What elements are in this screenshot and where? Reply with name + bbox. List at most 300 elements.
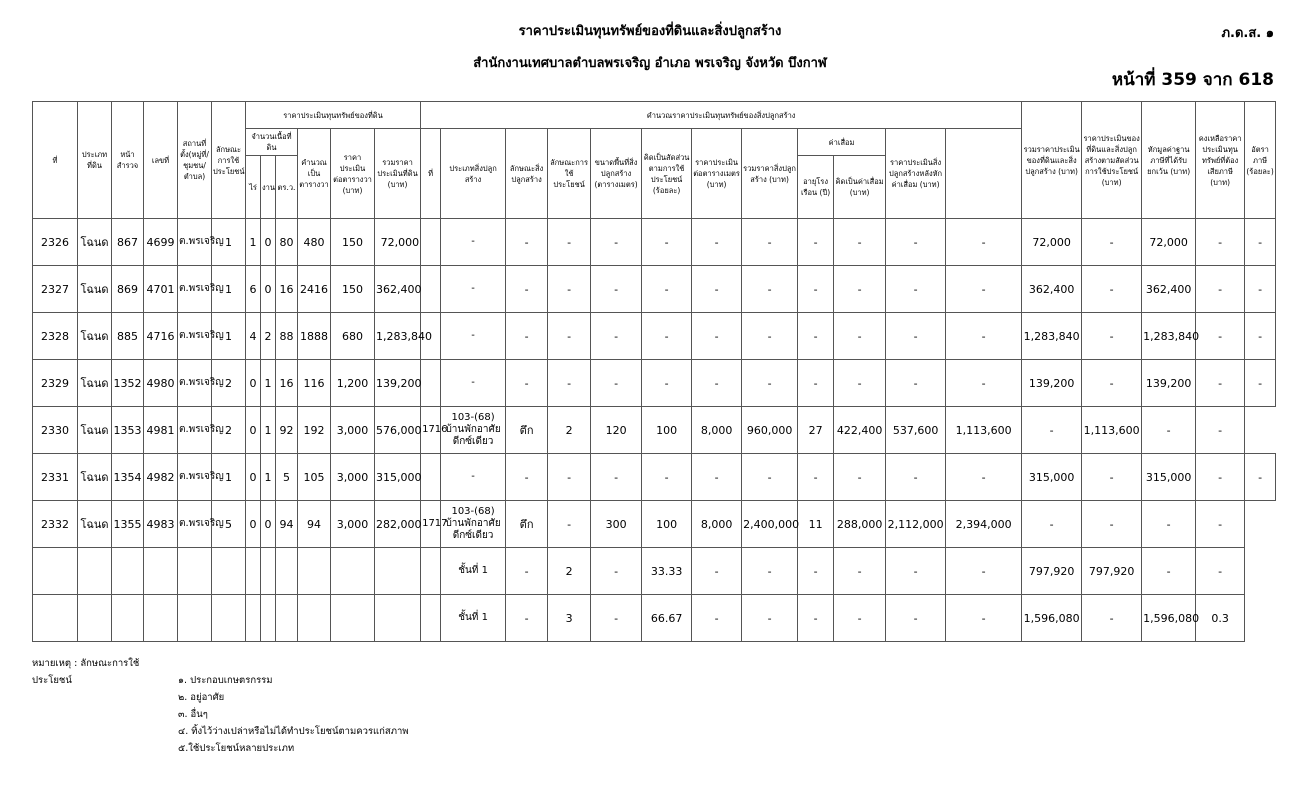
table-cell: -	[441, 219, 506, 266]
header-building-dep: คิดเป็นค่าเสื่อม (บาท)	[834, 156, 886, 219]
table-cell: 2	[212, 407, 246, 454]
table-cell	[144, 595, 178, 642]
notes-section	[32, 655, 409, 757]
table-cell: -	[886, 219, 946, 266]
table-cell: -	[798, 313, 834, 360]
table-cell: -	[742, 548, 798, 595]
table-cell	[298, 548, 331, 595]
table-cell: 362,400	[375, 266, 421, 313]
table-row	[33, 219, 1276, 266]
table-cell: โฉนด	[78, 454, 112, 501]
table-cell: -	[1196, 313, 1245, 360]
table-cell: -	[1245, 454, 1276, 501]
table-cell: -	[946, 360, 1022, 407]
note-item: ๒. อยู่อาศัย	[178, 692, 225, 703]
table-cell: 960,000	[742, 407, 798, 454]
table-cell: -	[441, 266, 506, 313]
table-cell: 2332	[33, 501, 78, 548]
table-cell: -	[834, 313, 886, 360]
table-cell: 1,283,840	[1142, 313, 1196, 360]
table-cell: 1	[212, 266, 246, 313]
table-cell: 16	[276, 360, 298, 407]
table-row	[33, 595, 1276, 642]
table-cell: -	[834, 266, 886, 313]
header-price-per-wa: ราคาประเมินต่อตารางวา (บาท)	[331, 129, 375, 219]
table-cell	[112, 548, 144, 595]
table-cell: -	[1245, 266, 1276, 313]
table-cell: 150	[331, 219, 375, 266]
table-cell: 3,000	[331, 454, 375, 501]
table-cell: 1,113,600	[1082, 407, 1142, 454]
table-cell: -	[591, 595, 642, 642]
table-cell: 8,000	[692, 407, 742, 454]
table-cell: -	[506, 313, 548, 360]
table-cell: -	[692, 266, 742, 313]
table-cell: -	[441, 360, 506, 407]
table-cell: 315,000	[375, 454, 421, 501]
table-cell: 1	[261, 407, 276, 454]
table-cell	[246, 595, 261, 642]
table-cell: 2	[212, 360, 246, 407]
table-cell: 2	[548, 407, 591, 454]
table-cell: -	[506, 548, 548, 595]
table-cell: -	[742, 360, 798, 407]
table-cell: -	[742, 219, 798, 266]
table-cell: -	[742, 595, 798, 642]
table-cell: -	[591, 454, 642, 501]
table-cell: 1,283,840	[375, 313, 421, 360]
table-cell	[261, 595, 276, 642]
table-row	[33, 313, 1276, 360]
table-cell: 315,000	[1142, 454, 1196, 501]
table-cell: 120	[591, 407, 642, 454]
table-cell: 1352	[112, 360, 144, 407]
table-cell: 885	[112, 313, 144, 360]
header-wa: ตร.ว.	[276, 156, 298, 219]
table-row	[33, 454, 1276, 501]
table-row	[33, 266, 1276, 313]
table-cell: -	[591, 360, 642, 407]
table-cell: 4	[246, 313, 261, 360]
table-cell: -	[591, 548, 642, 595]
table-cell: ตึก	[506, 501, 548, 548]
header-group-depreciation: ค่าเสื่อม	[798, 129, 886, 156]
table-cell: 72,000	[1142, 219, 1196, 266]
table-cell: -	[642, 360, 692, 407]
table-cell: -	[692, 548, 742, 595]
table-cell	[261, 548, 276, 595]
table-cell: -	[1196, 454, 1245, 501]
table-cell: -	[1196, 360, 1245, 407]
table-cell: -	[946, 266, 1022, 313]
table-cell: -	[692, 313, 742, 360]
table-cell: 139,200	[1022, 360, 1082, 407]
table-cell: -	[798, 219, 834, 266]
table-cell: -	[798, 360, 834, 407]
table-cell: 1	[261, 454, 276, 501]
table-cell: 1355	[112, 501, 144, 548]
table-cell: -	[834, 454, 886, 501]
table-cell	[78, 595, 112, 642]
table-cell: ต.พรเจริญ	[178, 454, 212, 501]
table-cell: -	[1082, 454, 1142, 501]
table-cell	[276, 548, 298, 595]
header-taxable: คงเหลือราคาประเมินทุนทรัพย์ที่ต้องเสียภาษี (บาท)	[1196, 102, 1245, 219]
header-building-price-sqm: ราคาประเมินต่อตารางเมตร (บาท)	[692, 129, 742, 219]
table-cell	[144, 548, 178, 595]
table-cell: 0	[246, 454, 261, 501]
table-cell: 2	[261, 313, 276, 360]
table-cell: 315,000	[1022, 454, 1082, 501]
table-cell: 1	[212, 313, 246, 360]
table-cell: 4701	[144, 266, 178, 313]
table-cell: -	[506, 595, 548, 642]
table-cell	[246, 548, 261, 595]
table-cell: 300	[591, 501, 642, 548]
table-cell: -	[642, 266, 692, 313]
table-cell: -	[1142, 548, 1196, 595]
table-cell	[375, 548, 421, 595]
table-cell	[421, 219, 441, 266]
header-no: ที่	[33, 102, 78, 219]
table-cell: 16	[276, 266, 298, 313]
table-cell: 150	[331, 266, 375, 313]
table-cell: -	[548, 454, 591, 501]
table-cell: 192	[298, 407, 331, 454]
header-grand-total: รวมราคาประเมินของที่ดินและสิ่งปลูกสร้าง (บาท)	[1022, 102, 1082, 219]
table-cell: 66.67	[642, 595, 692, 642]
header-building-area: ขนาดพื้นที่สิ่งปลูกสร้าง (ตารางเมตร)	[591, 129, 642, 219]
table-cell: 3,000	[331, 407, 375, 454]
table-cell: -	[1022, 501, 1082, 548]
table-cell	[421, 595, 441, 642]
table-cell: -	[742, 313, 798, 360]
table-cell: 139,200	[1142, 360, 1196, 407]
table-cell: -	[1142, 501, 1196, 548]
table-cell: 576,000	[375, 407, 421, 454]
table-row	[33, 360, 1276, 407]
form-code: ภ.ด.ส. ๑	[1221, 26, 1274, 41]
table-cell: 1888	[298, 313, 331, 360]
table-cell: 100	[642, 501, 692, 548]
note-item: ๕.ใช้ประโยชน์หลายประเภท	[178, 743, 295, 754]
table-cell: -	[591, 219, 642, 266]
table-cell: 4716	[144, 313, 178, 360]
table-cell	[33, 548, 78, 595]
table-cell: 2,112,000	[886, 501, 946, 548]
table-cell: 288,000	[834, 501, 886, 548]
table-cell: -	[798, 266, 834, 313]
table-cell: 1353	[112, 407, 144, 454]
table-cell: -	[798, 548, 834, 595]
table-cell: ต.พรเจริญ	[178, 219, 212, 266]
table-cell: -	[548, 266, 591, 313]
table-cell: -	[834, 360, 886, 407]
table-cell: 1,283,840	[1022, 313, 1082, 360]
table-cell: -	[886, 454, 946, 501]
header-rai: ไร่	[246, 156, 261, 219]
table-cell: ตึก	[506, 407, 548, 454]
table-cell: โฉนด	[78, 313, 112, 360]
table-cell	[78, 548, 112, 595]
table-cell: -	[946, 548, 1022, 595]
header-building-char: ลักษณะสิ่งปลูกสร้าง	[506, 129, 548, 219]
header-doc-no: เลขที่	[144, 102, 178, 219]
table-cell: 0	[246, 407, 261, 454]
table-cell: 1	[212, 219, 246, 266]
table-cell: 0	[246, 360, 261, 407]
table-cell	[331, 595, 375, 642]
table-cell: 100	[642, 407, 692, 454]
table-cell: -	[1082, 313, 1142, 360]
table-cell: -	[1196, 266, 1245, 313]
table-cell: -	[1082, 595, 1142, 642]
table-cell: 0	[261, 219, 276, 266]
note-item: ๑. ประกอบเกษตรกรรม	[178, 675, 273, 686]
table-cell: 103-(68) บ้านพักอาศัยดีกซ์เดียว	[441, 501, 506, 548]
table-cell: 0	[246, 501, 261, 548]
header-ngan: งาน	[261, 156, 276, 219]
header-tax-rate: อัตราภาษี (ร้อยละ)	[1245, 102, 1276, 219]
table-cell: -	[946, 595, 1022, 642]
table-cell: -	[591, 266, 642, 313]
table-cell: -	[692, 595, 742, 642]
table-cell	[212, 548, 246, 595]
table-cell: ชั้นที่ 1	[441, 595, 506, 642]
table-cell: -	[946, 219, 1022, 266]
table-cell: ต.พรเจริญ	[178, 266, 212, 313]
header-building-no: ที่	[421, 129, 441, 219]
table-cell	[421, 266, 441, 313]
table-cell: ต.พรเจริญ	[178, 501, 212, 548]
table-cell: -	[642, 313, 692, 360]
table-cell	[178, 595, 212, 642]
header-exempt: หักมูลค่าฐานภาษีที่ได้รับยกเว้น (บาท)	[1142, 102, 1196, 219]
table-cell: 4983	[144, 501, 178, 548]
table-cell: 4982	[144, 454, 178, 501]
table-cell: -	[441, 454, 506, 501]
table-cell: 869	[112, 266, 144, 313]
table-cell: -	[886, 313, 946, 360]
table-cell: 72,000	[1022, 219, 1082, 266]
table-cell: 1	[212, 454, 246, 501]
table-cell: -	[506, 360, 548, 407]
table-cell: -	[742, 454, 798, 501]
table-cell: 1354	[112, 454, 144, 501]
page-indicator: หน้าที่ 359 จาก 618	[1111, 70, 1274, 90]
table-cell: 94	[276, 501, 298, 548]
header-group-area: จำนวนเนื้อที่ดิน	[246, 129, 298, 156]
table-row	[33, 407, 1276, 454]
table-cell: -	[1082, 266, 1142, 313]
table-row	[33, 548, 1276, 595]
table-cell: 1,200	[331, 360, 375, 407]
assessment-table	[32, 101, 1276, 642]
table-cell: 0.3	[1196, 595, 1245, 642]
table-cell: 94	[298, 501, 331, 548]
table-cell: 1,596,080	[1022, 595, 1082, 642]
table-cell: 4980	[144, 360, 178, 407]
table-cell: -	[1142, 407, 1196, 454]
table-cell: -	[798, 454, 834, 501]
note-item: ๓. อื่นๆ	[178, 709, 208, 720]
table-row	[33, 501, 1276, 548]
table-cell: 8,000	[692, 501, 742, 548]
office-subtitle: สำนักงานเทศบาลตำบลพรเจริญ อำเภอ พรเจริญ จังหวัด บึงกาฬ	[473, 56, 827, 71]
table-cell: 80	[276, 219, 298, 266]
table-cell: 282,000	[375, 501, 421, 548]
table-cell: 4699	[144, 219, 178, 266]
header-sq-wa: คำนวณเป็นตารางวา	[298, 129, 331, 219]
document-title: ราคาประเมินทุนทรัพย์ของที่ดินและสิ่งปลูกสร้าง	[518, 24, 782, 39]
table-cell: 0	[261, 266, 276, 313]
table-cell: 4981	[144, 407, 178, 454]
table-cell: 362,400	[1022, 266, 1082, 313]
table-cell	[33, 595, 78, 642]
table-cell: โฉนด	[78, 501, 112, 548]
table-cell: -	[1196, 407, 1245, 454]
table-cell: -	[886, 266, 946, 313]
table-cell	[112, 595, 144, 642]
table-cell: 1,596,080	[1142, 595, 1196, 642]
table-cell: -	[1022, 407, 1082, 454]
table-cell: 2416	[298, 266, 331, 313]
table-cell: 105	[298, 454, 331, 501]
table-cell: 797,920	[1022, 548, 1082, 595]
table-cell: -	[1082, 501, 1142, 548]
table-cell: 3,000	[331, 501, 375, 548]
table-cell: 0	[261, 501, 276, 548]
table-cell	[375, 595, 421, 642]
table-cell: 480	[298, 219, 331, 266]
table-cell: 103-(68) บ้านพักอาศัยดีกซ์เดียว	[441, 407, 506, 454]
table-cell: 2329	[33, 360, 78, 407]
table-cell: -	[506, 219, 548, 266]
table-cell: 2,394,000	[946, 501, 1022, 548]
table-cell: 92	[276, 407, 298, 454]
table-cell	[421, 454, 441, 501]
table-cell: -	[1245, 219, 1276, 266]
table-cell: 5	[276, 454, 298, 501]
header-building-total: รวมราคาสิ่งปลูกสร้าง (บาท)	[742, 129, 798, 219]
header-building-usage: ลักษณะการใช้ประโยชน์	[548, 129, 591, 219]
table-cell: -	[548, 313, 591, 360]
table-cell: 33.33	[642, 548, 692, 595]
table-cell: -	[506, 266, 548, 313]
table-cell	[421, 548, 441, 595]
table-cell: -	[834, 548, 886, 595]
table-cell: -	[886, 595, 946, 642]
table-cell: 2330	[33, 407, 78, 454]
table-cell: 1	[246, 219, 261, 266]
table-cell: -	[692, 219, 742, 266]
header-usage: ลักษณะการใช้ประโยชน์	[212, 102, 246, 219]
table-cell: -	[834, 595, 886, 642]
table-cell: -	[798, 595, 834, 642]
table-cell	[178, 548, 212, 595]
table-cell: -	[946, 454, 1022, 501]
header-group-land: ราคาประเมินทุนทรัพย์ของที่ดิน	[246, 102, 421, 129]
table-cell: -	[1082, 219, 1142, 266]
notes-label: หมายเหตุ : ลักษณะการใช้ประโยชน์	[32, 658, 140, 686]
table-cell: 1	[261, 360, 276, 407]
table-cell: โฉนด	[78, 219, 112, 266]
table-cell: 3	[548, 595, 591, 642]
table-cell: -	[591, 313, 642, 360]
note-item: ๔. ทิ้งไว้ว่างเปล่าหรือไม่ได้ทำประโยชน์ตามควรแก่สภาพ	[178, 726, 409, 737]
table-cell: -	[1196, 548, 1245, 595]
table-cell: 537,600	[886, 407, 946, 454]
table-cell: -	[506, 454, 548, 501]
table-cell: 116	[298, 360, 331, 407]
table-cell: 27	[798, 407, 834, 454]
table-cell: โฉนด	[78, 266, 112, 313]
table-cell: 422,400	[834, 407, 886, 454]
table-cell: 6	[246, 266, 261, 313]
header-survey-page: หน้าสำรวจ	[112, 102, 144, 219]
table-cell	[276, 595, 298, 642]
table-cell: 88	[276, 313, 298, 360]
table-cell: -	[441, 313, 506, 360]
table-cell: ต.พรเจริญ	[178, 313, 212, 360]
header-location: สถานที่ตั้ง(หมู่ที่/ชุมชน/ตำบล)	[178, 102, 212, 219]
table-cell: 2327	[33, 266, 78, 313]
table-cell: 1,113,600	[946, 407, 1022, 454]
header-building-ratio: คิดเป็นสัดส่วนตามการใช้ประโยชน์ (ร้อยละ)	[642, 129, 692, 219]
table-cell: -	[946, 313, 1022, 360]
table-cell: ต.พรเจริญ	[178, 407, 212, 454]
table-cell: 2328	[33, 313, 78, 360]
notes-first-line	[32, 655, 409, 689]
table-cell: 680	[331, 313, 375, 360]
table-cell: 5	[212, 501, 246, 548]
table-cell: 72,000	[375, 219, 421, 266]
table-cell: -	[1245, 360, 1276, 407]
table-cell	[298, 595, 331, 642]
table-cell: 1716	[421, 407, 441, 454]
table-cell: 867	[112, 219, 144, 266]
table-cell: -	[1082, 360, 1142, 407]
table-cell: 2326	[33, 219, 78, 266]
table-cell: -	[1196, 501, 1245, 548]
table-cell: -	[742, 266, 798, 313]
header-ratio-value: ราคาประเมินของที่ดินและสิ่งปลูกสร้างตามสัดส่วนการใช้ประโยชน์ (บาท)	[1082, 102, 1142, 219]
table-cell: ต.พรเจริญ	[178, 360, 212, 407]
header-doc-type: ประเภทที่ดิน	[78, 102, 112, 219]
table-cell: 362,400	[1142, 266, 1196, 313]
table-cell: 2	[548, 548, 591, 595]
table-cell: โฉนด	[78, 360, 112, 407]
table-body	[33, 219, 1276, 642]
header-group-building: คำนวณราคาประเมินทุนทรัพย์ของสิ่งปลูกสร้าง	[421, 102, 1022, 129]
table-cell: 2331	[33, 454, 78, 501]
table-cell: -	[1245, 313, 1276, 360]
table-cell: -	[692, 454, 742, 501]
table-cell: 1717	[421, 501, 441, 548]
table-cell: -	[548, 501, 591, 548]
table-cell: -	[834, 219, 886, 266]
table-cell: -	[548, 219, 591, 266]
table-cell: -	[642, 454, 692, 501]
table-cell: -	[642, 219, 692, 266]
table-cell: -	[886, 360, 946, 407]
table-cell: 11	[798, 501, 834, 548]
table-cell	[331, 548, 375, 595]
header-building-type: ประเภทสิ่งปลูกสร้าง	[441, 129, 506, 219]
table-cell: 2,400,000	[742, 501, 798, 548]
table-cell: โฉนด	[78, 407, 112, 454]
header-building-after-dep: ราคาประเมินสิ่งปลูกสร้างหลังหักค่าเสื่อม (บาท)	[886, 129, 946, 219]
